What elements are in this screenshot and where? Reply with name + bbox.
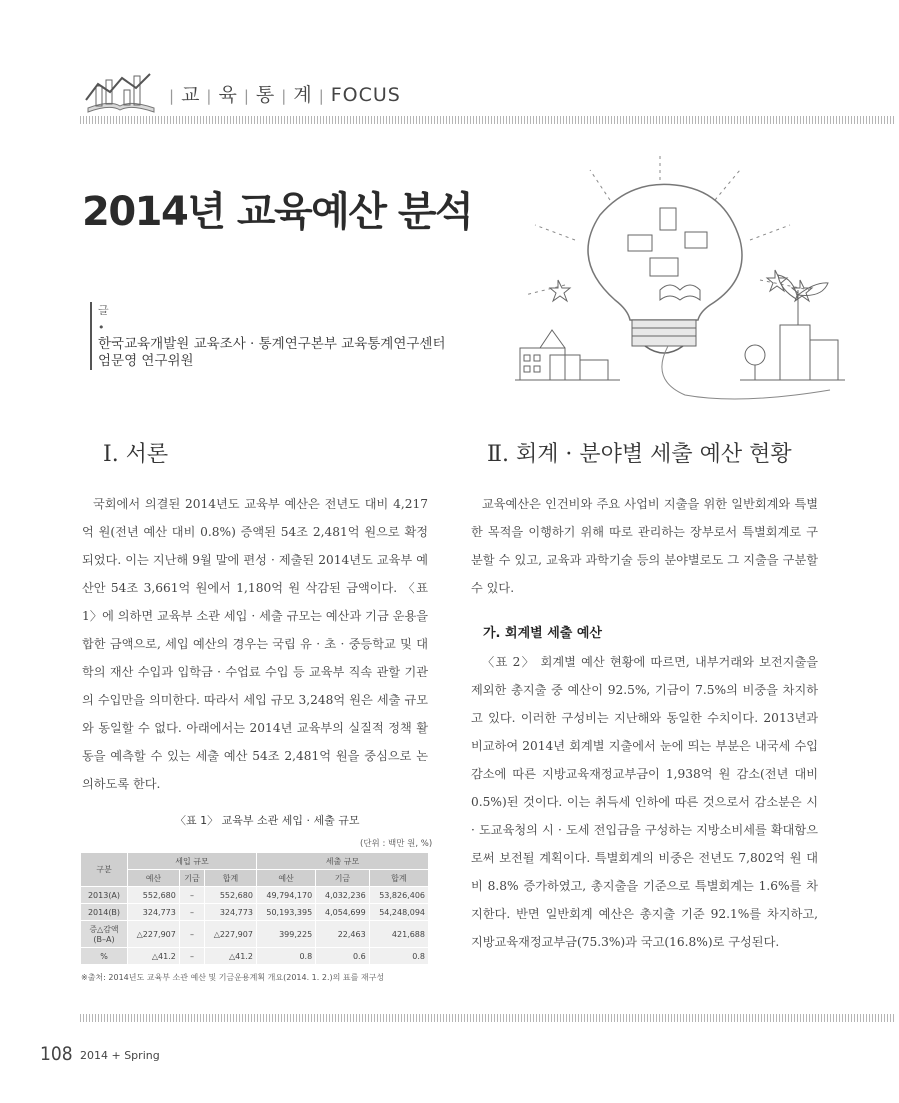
table-cell: △41.2 (205, 948, 257, 965)
table-row (81, 921, 429, 948)
author-label: 글 (98, 304, 109, 317)
table-header-group: 구분 (81, 853, 128, 887)
section2-body (471, 490, 818, 602)
section1-paragraph: 국회에서 의결된 2014년도 교육부 예산은 전년도 대비 4,217억 원(전년 예산 대비 0.8%) 증액된 54조 2,481억 원으로 확정되었다. 이는 지난해 9월 말에 편성 · 제출된 2014년도 교육부 예산안 54조 3,661억 원에서 1,180억 원 삭감된 금액이다. 〈표 1〉에 의하면 교육부 소관 세입 · 세출 규모는 예산과 기금 운용을 합한 금액으로, 세입 예산의 경우는 국립 유 · 초 · 중등학교 및 대학의 재산 수입과 입학금 · 수업료 수입 등 교육부 직속 관할 기관의 수입만을 의미한다. 따라서 세입 규모 3,248억 원은 세출 규모와 동일할 수 없다. 아래에서는 2014년 교육부의 실질적 정책 활동을 예측할 수 있는 세출 예산 54조 2,481억 원을 중심으로 논의하도록 한다. (82, 497, 428, 791)
issue-label: 2014 + Spring (80, 1049, 160, 1062)
table-cell: 22,463 (316, 921, 370, 948)
section2-subheading: 가. 회계별 세출 예산 (483, 626, 602, 641)
table-cell: – (179, 887, 204, 904)
table-cell: 399,225 (256, 921, 315, 948)
table-cell: 49,794,170 (256, 887, 315, 904)
table-cell: 324,773 (205, 904, 257, 921)
section2-sub-paragraph: 〈표 2〉 회계별 예산 현황에 따르면, 내부거래와 보전지출을 제외한 총지출 중 예산이 92.5%, 기금이 7.5%의 비중을 차지하고 있다. 이러한 구성비는 지난해와 동일한 수치이다. 2013년과 비교하여 2014년 회계별 지출에서 눈에 띄는 부분은 내국세 수입 감소에 따른 지방교육재정교부금이 1,938억 원 감소(전년 대비 0.5%)된 것이다. 이는 취득세 인하에 따른 것으로서 감소분은 시 · 도교육청의 시 · 도세 전입금을 구성하는 지방소비세를 확대함으로써 보전될 계획이다. 특별회계의 비중은 전년도 7,802억 원 대비 8.8% 증가하였고, 총지출을 기준으로 특별회계는 1.6%를 차지한다. 반면 일반회계 예산은 총지출 기준 92.1%를 차지하고, 지방교육재정교부금(75.3%)과 국고(16.8%)로 구성된다. (471, 655, 818, 949)
table-cell: 0.6 (316, 948, 370, 965)
table-subheader: 합계 (369, 870, 428, 887)
lightbulb-illustration (510, 150, 850, 410)
table-cell: 54,248,094 (369, 904, 428, 921)
table-cell: 53,826,406 (369, 887, 428, 904)
section-char: 교 (181, 84, 201, 106)
table-subheader: 합계 (205, 870, 257, 887)
table-cell: – (179, 904, 204, 921)
table1-source: ※출처: 2014년도 교육부 소관 예산 및 기금운용계획 개요(2014. 1. 2.)의 표를 재구성 (81, 973, 385, 982)
page-title: 2014년 교육예산 분석 (82, 189, 473, 235)
table-row (81, 904, 429, 921)
section1-body (82, 490, 428, 798)
table-cell: 552,680 (128, 887, 180, 904)
table-row (81, 948, 429, 965)
author-block (90, 302, 445, 370)
chart-book-icon (80, 70, 160, 114)
row-label-line: 증△감액 (89, 925, 119, 934)
table-cell: 0.8 (256, 948, 315, 965)
section2-paragraph: 교육예산은 인건비와 주요 사업비 지출을 위한 일반회계와 특별한 목적을 이행하기 위해 따로 관리하는 장부로서 특별회계로 구분할 수 있고, 교육과 과학기술 등의 분야별로도 그 지출을 구분할 수 있다. (471, 497, 818, 595)
table1 (81, 853, 429, 965)
section-char: 계 (293, 84, 313, 106)
row-label: 2013(A) (81, 887, 128, 904)
table-cell: △227,907 (128, 921, 180, 948)
table-cell: △227,907 (205, 921, 257, 948)
header-rule (80, 116, 896, 124)
table-cell: 50,193,395 (256, 904, 315, 921)
table-row (81, 887, 429, 904)
table1-caption: 〈표 1〉 교육부 소관 세입 · 세출 규모 (175, 814, 360, 827)
table-subheader: 기금 (316, 870, 370, 887)
author-org: 한국교육개발원 교육조사 · 통계연구본부 교육통계연구센터 (98, 336, 446, 352)
table-cell: – (179, 921, 204, 948)
section-char: 통 (255, 84, 276, 106)
table1-unit: (단위 : 백만 원, %) (360, 839, 433, 849)
table-cell: 0.8 (369, 948, 428, 965)
table-subheader: 예산 (128, 870, 180, 887)
table-cell: 552,680 (205, 887, 257, 904)
table-cell: △41.2 (128, 948, 180, 965)
table-cell: 421,688 (369, 921, 428, 948)
section2-sub-body (471, 648, 818, 956)
row-label-line: (B–A) (93, 935, 115, 944)
footer-rule (80, 1014, 896, 1022)
table-subheader: 예산 (256, 870, 315, 887)
section1-heading: Ⅰ. 서론 (103, 442, 169, 467)
page-number: 108 (40, 1043, 73, 1065)
table-cell: – (179, 948, 204, 965)
section-focus: FOCUS (330, 84, 401, 106)
section-char: 육 (218, 84, 238, 106)
section-title: | 교 | 육 | 통 | 계 | FOCUS (169, 84, 401, 106)
table-cell: 4,054,699 (316, 904, 370, 921)
table-subheader: 기금 (179, 870, 204, 887)
table-cell: 324,773 (128, 904, 180, 921)
author-name: 엄문영 연구위원 (98, 353, 194, 369)
row-label: % (81, 948, 128, 965)
row-label (81, 921, 128, 948)
table-cell: 4,032,236 (316, 887, 370, 904)
author-bullet: • (98, 321, 105, 334)
table-header-expenditure: 세출 규모 (256, 853, 428, 870)
table-header-revenue: 세입 규모 (128, 853, 257, 870)
section2-heading: Ⅱ. 회계 · 분야별 세출 예산 현황 (487, 442, 792, 467)
row-label: 2014(B) (81, 904, 128, 921)
